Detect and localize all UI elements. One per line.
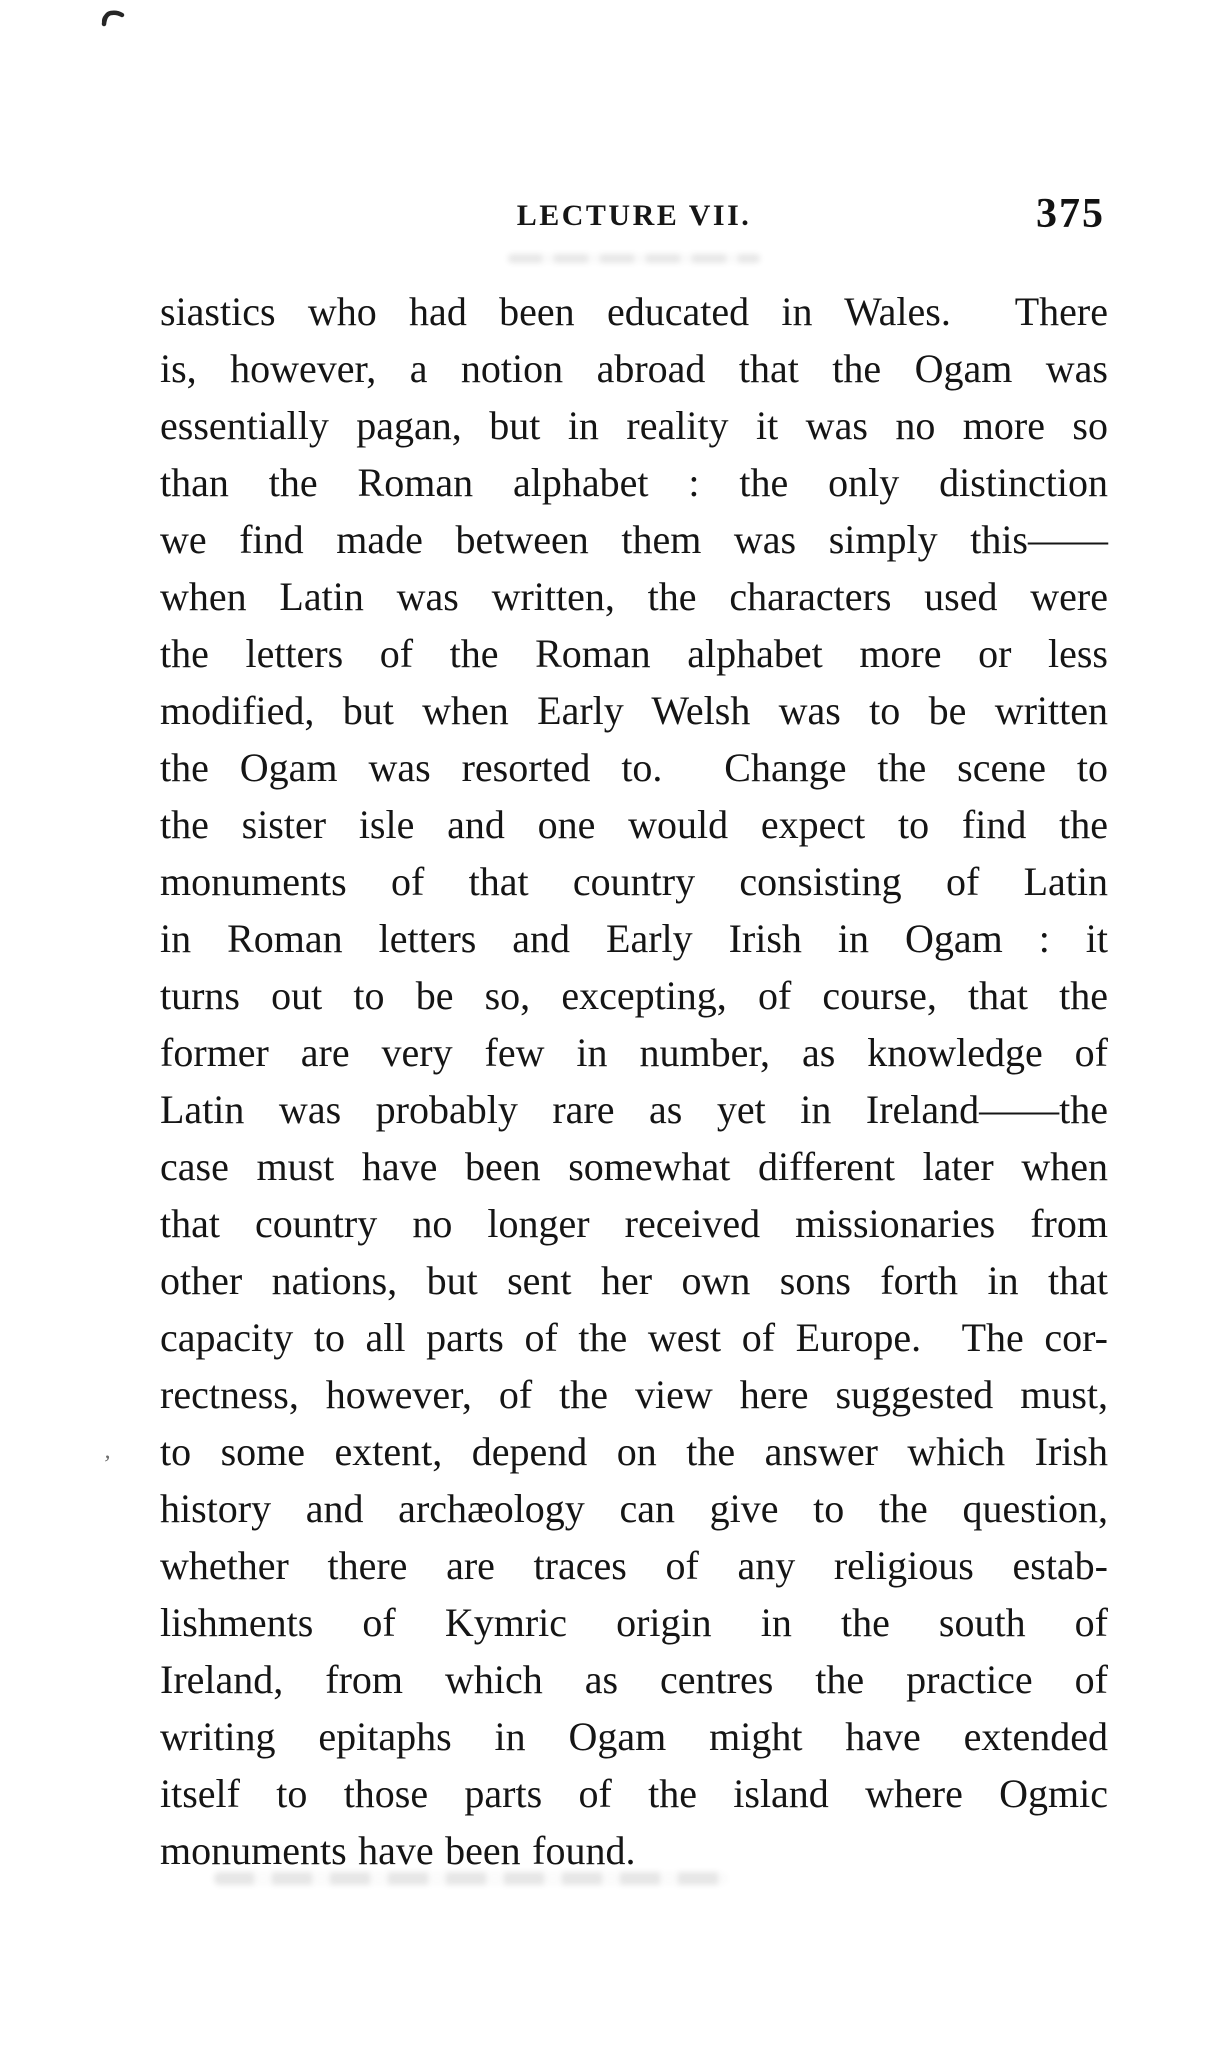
text-line: Latin was probably rare as yet in Ireland——the <box>160 1087 1108 1132</box>
text-line: whether there are traces of any religious estab- <box>160 1543 1108 1588</box>
text-line: monuments of that country consisting of Latin <box>160 859 1108 904</box>
text-line: we find made between them was simply this—— <box>160 517 1108 562</box>
text-line: rectness, however, of the view here suggested must, <box>160 1372 1108 1417</box>
text-line: former are very few in number, as knowledge of <box>160 1030 1108 1075</box>
text-line: history and archæology can give to the question, <box>160 1486 1108 1531</box>
margin-ink-mark: ‚ <box>102 1437 114 1465</box>
page-title: LECTURE VII. <box>516 199 752 232</box>
text-line: in Roman letters and Early Irish in Ogam : it <box>160 916 1108 961</box>
text-line: to some extent, depend on the answer which Irish <box>160 1429 1108 1474</box>
text-line: other nations, but sent her own sons forth in that <box>160 1258 1108 1303</box>
text-line: lishments of Kymric origin in the south of <box>160 1600 1108 1645</box>
text-line: when Latin was written, the characters used were <box>160 574 1108 619</box>
text-line: capacity to all parts of the west of Europe. The cor- <box>160 1315 1108 1360</box>
text-line: than the Roman alphabet : the only distinction <box>160 460 1108 505</box>
text-line: the sister isle and one would expect to find the <box>160 802 1108 847</box>
page-number: 375 <box>1036 191 1105 237</box>
text-line: Ireland, from which as centres the practice of <box>160 1657 1108 1702</box>
text-line: siastics who had been educated in Wales. There <box>160 289 1108 334</box>
text-block <box>160 283 1108 1879</box>
text-line: monuments have been found. <box>160 1828 636 1873</box>
corner-ink-mark <box>99 6 127 32</box>
text-line: itself to those parts of the island where Ogmic <box>160 1771 1108 1816</box>
text-line: modified, but when Early Welsh was to be written <box>160 688 1108 733</box>
show-through-smudge-bottom <box>214 1872 728 1885</box>
show-through-smudge <box>508 254 760 263</box>
text-line: that country no longer received missionaries from <box>160 1201 1108 1246</box>
running-head <box>160 199 1108 233</box>
text-line: case must have been somewhat different later when <box>160 1144 1108 1189</box>
text-line: the letters of the Roman alphabet more or less <box>160 631 1108 676</box>
ink-blot-icon <box>99 6 127 32</box>
text-line: writing epitaphs in Ogam might have extended <box>160 1714 1108 1759</box>
text-line: the Ogam was resorted to. Change the scene to <box>160 745 1108 790</box>
text-line: turns out to be so, excepting, of course, that the <box>160 973 1108 1018</box>
text-line: essentially pagan, but in reality it was no more so <box>160 403 1108 448</box>
text-line: is, however, a notion abroad that the Ogam was <box>160 346 1108 391</box>
